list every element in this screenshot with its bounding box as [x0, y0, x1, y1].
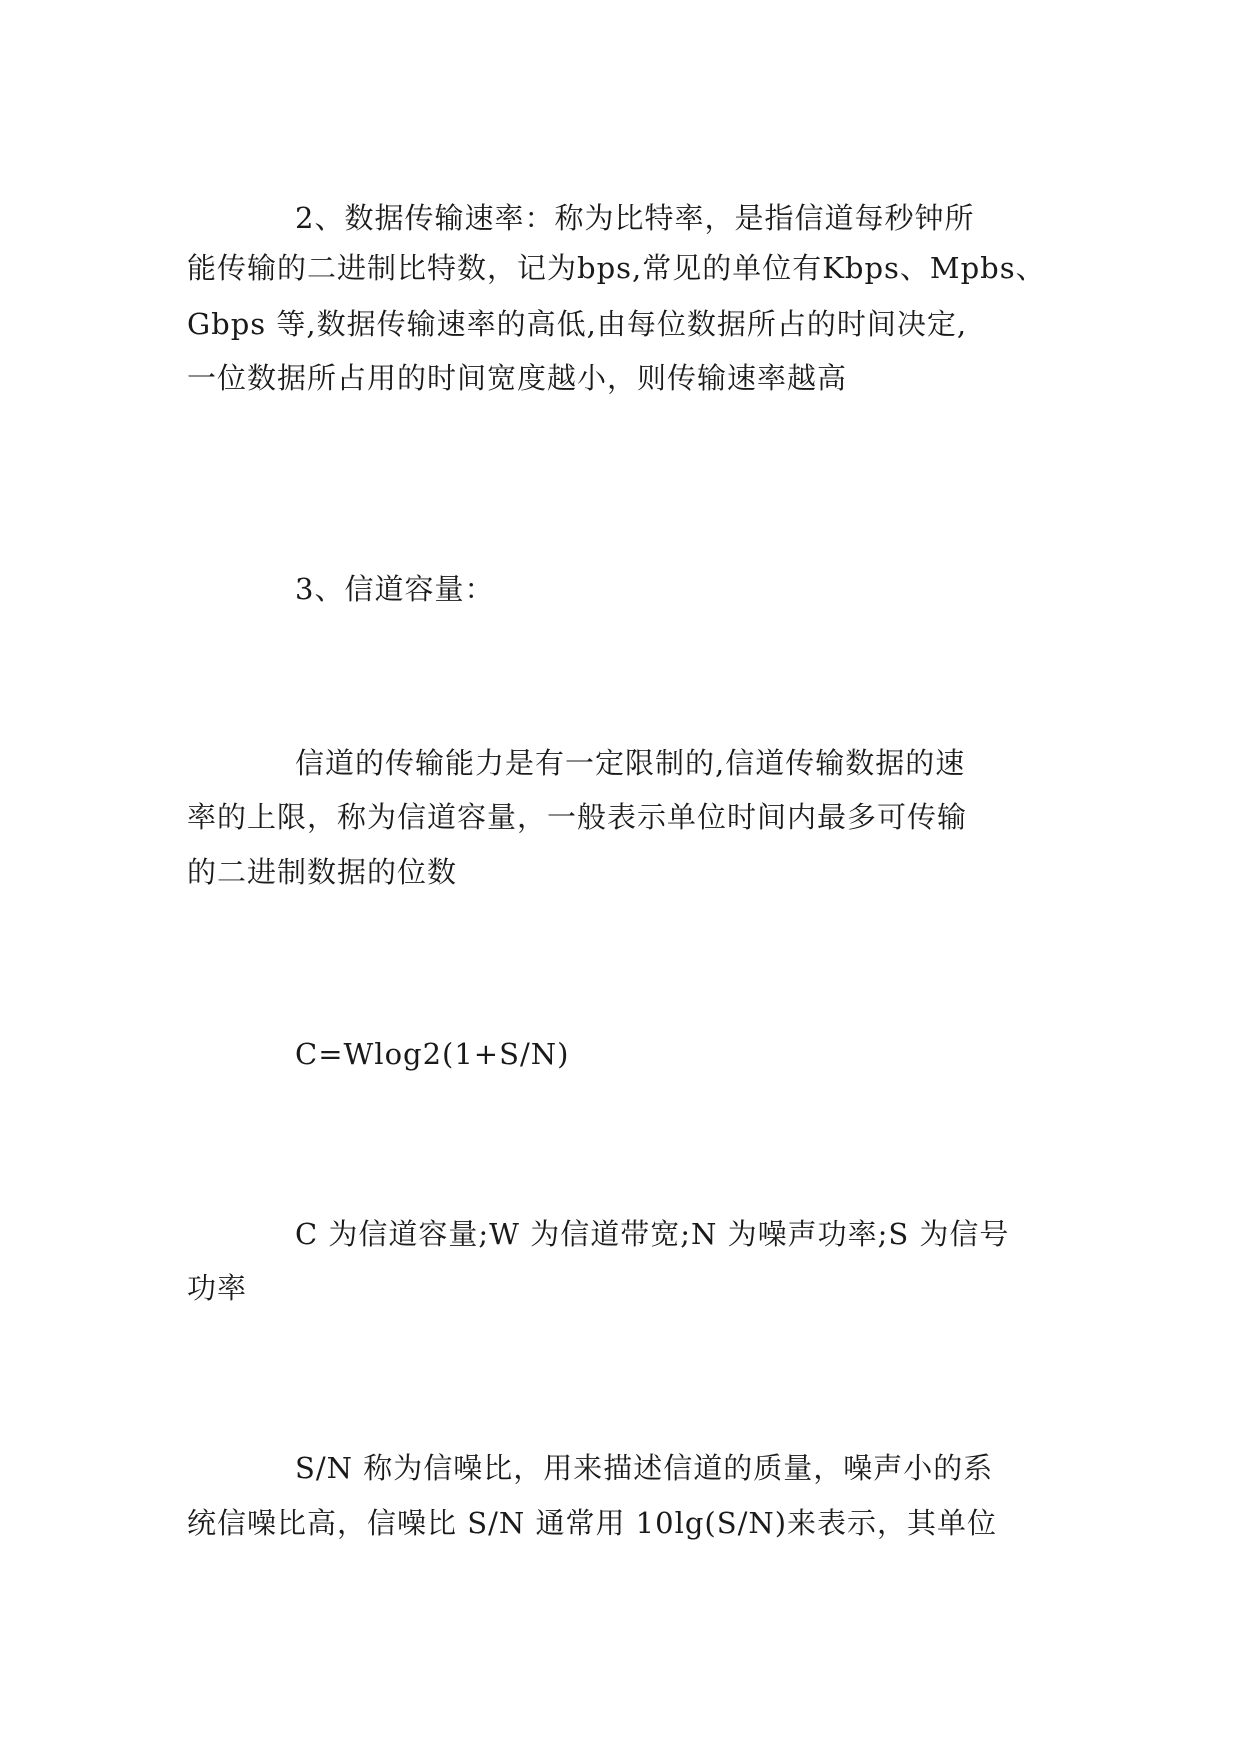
capacity-paragraph-line-1: 信道的传输能力是有一定限制的,信道传输数据的速	[295, 746, 966, 780]
section-2-line-3: Gbps 等,数据传输速率的高低,由每位数据所占的时间决定,	[187, 307, 968, 341]
section-2-line-1: 2、数据传输速率：称为比特率，是指信道每秒钟所	[295, 201, 975, 235]
section-2-line-4: 一位数据所占用的时间宽度越小，则传输速率越高	[187, 361, 848, 395]
section-3-heading: 3、信道容量：	[295, 572, 495, 606]
capacity-formula: C=Wlog2(1+S/N)	[295, 1037, 570, 1071]
section-2-line-2: 能传输的二进制比特数，记为bps,常见的单位有Kbps、Mpbs、	[187, 251, 1046, 285]
snr-paragraph-line-2: 统信噪比高，信噪比 S/N 通常用 10lg(S/N)来表示，其单位	[187, 1506, 998, 1540]
snr-paragraph-line-1: S/N 称为信噪比，用来描述信道的质量，噪声小的系	[295, 1451, 994, 1485]
definitions-line-1: C 为信道容量;W 为信道带宽;N 为噪声功率;S 为信号	[295, 1217, 1010, 1251]
definitions-line-2: 功率	[187, 1271, 248, 1305]
capacity-paragraph-line-3: 的二进制数据的位数	[187, 855, 458, 889]
capacity-paragraph-line-2: 率的上限，称为信道容量，一般表示单位时间内最多可传输	[187, 800, 968, 834]
